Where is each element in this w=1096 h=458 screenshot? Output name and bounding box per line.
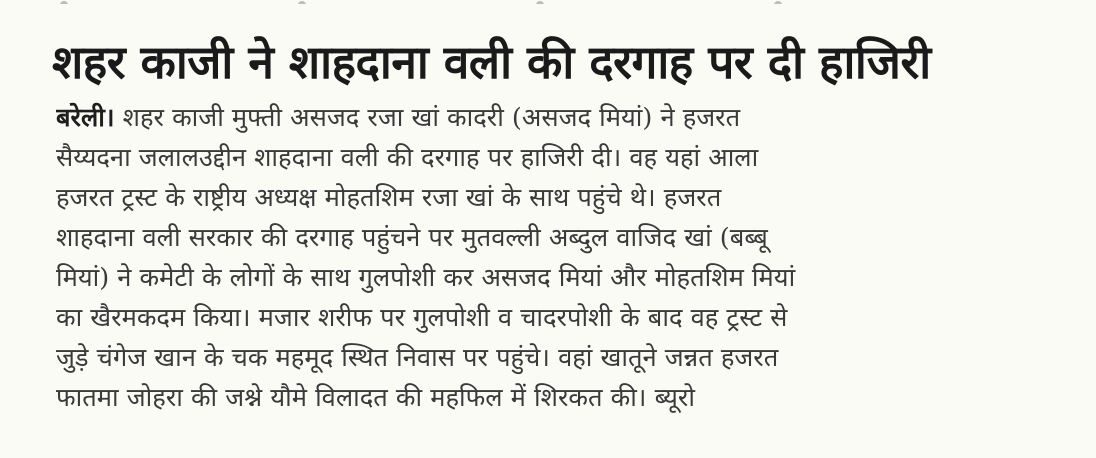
article-line-1-text: शहर काजी मुफ्ती असजद रजा खां कादरी (असजद मियां) ने हजरत xyxy=(114,103,741,133)
article-line-1 xyxy=(56,98,1046,138)
ink-mark xyxy=(774,1,782,4)
ink-mark xyxy=(298,1,306,4)
previous-article-fragment xyxy=(60,0,1020,4)
article-line-8: फातमा जोहरा की जश्ने यौमे विलादत की महफिल में शिरकत की। ब्यूरो xyxy=(56,383,695,413)
headline: शहर काजी ने शाहदाना वली की दरगाह पर दी हाजिरी xyxy=(52,35,931,89)
article-line-7: जुड़े चंगेज खान के चक महमूद स्थित निवास पर पहुंचे। वहां खातूने जन्नत हजरत xyxy=(56,343,779,373)
ink-mark xyxy=(536,1,544,4)
article-line-2: सैय्यदना जलालउद्दीन शाहदाना वली की दरगाह पर हाजिरी दी। वह यहां आला xyxy=(56,143,759,173)
article-line-5: मियां) ने कमेटी के लोगों के साथ गुलपोशी कर असजद मियां और मोहतशिम मियां xyxy=(56,263,796,293)
article-line-4: शाहदाना वली सरकार की दरगाह पहुंचने पर मुतवल्ली अब्दुल वाजिद खां (बब्बू xyxy=(56,223,768,253)
article-body xyxy=(56,98,1046,418)
article-line-3: हजरत ट्रस्ट के राष्ट्रीय अध्यक्ष मोहतशिम रजा खां के साथ पहुंचे थे। हजरत xyxy=(56,183,722,213)
ink-mark xyxy=(60,1,68,4)
dateline: बरेली। xyxy=(56,103,115,133)
article-line-6: का खैरमकदम किया। मजार शरीफ पर गुलपोशी व चादरपोशी के बाद वह ट्रस्ट से xyxy=(56,303,788,333)
